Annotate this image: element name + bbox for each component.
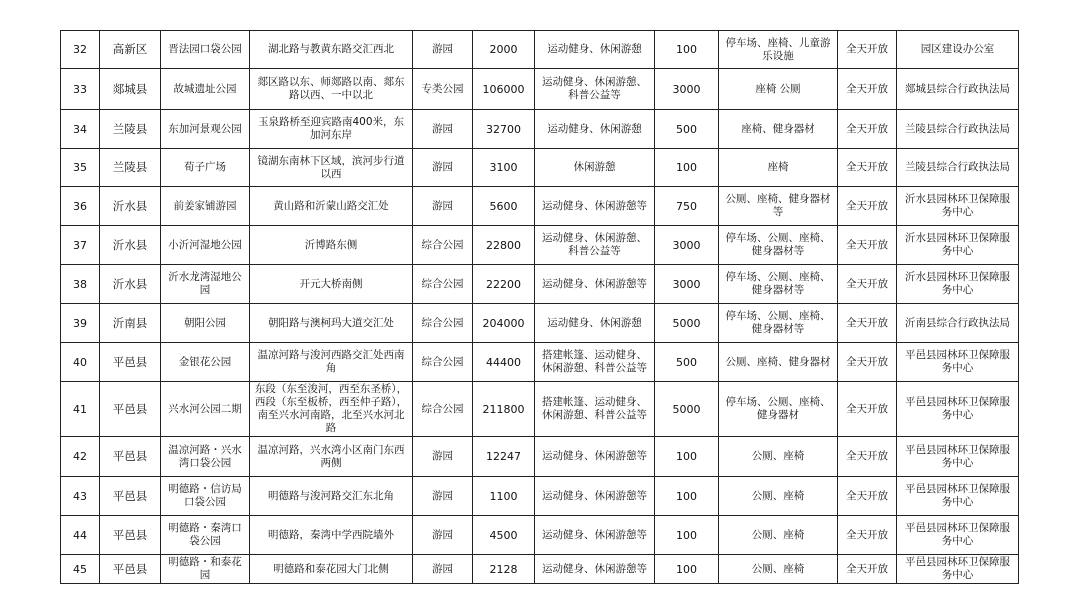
county-name: 平邑县 [100, 382, 161, 437]
table-row [61, 187, 1019, 226]
park-capacity: 500 [655, 343, 719, 382]
park-location: 明德路与浚河路交汇东北角 [250, 477, 413, 516]
county-name: 沂南县 [100, 304, 161, 343]
table-row [61, 226, 1019, 265]
park-facilities: 停车场、公厕、座椅、健身器材 [719, 382, 838, 437]
row-number: 41 [61, 382, 100, 437]
park-name: 前姜家铺游园 [161, 187, 250, 226]
row-number: 35 [61, 149, 100, 187]
opening-hours: 全天开放 [838, 69, 897, 110]
park-name: 晋法园口袋公园 [161, 31, 250, 69]
park-capacity: 100 [655, 555, 719, 584]
opening-hours: 全天开放 [838, 382, 897, 437]
county-name: 高新区 [100, 31, 161, 69]
park-function: 运动健身、休闲游憩等 [535, 437, 655, 477]
park-name: 明德路・和泰花园 [161, 555, 250, 584]
park-name: 明德路・秦湾口袋公园 [161, 516, 250, 555]
park-area: 32700 [473, 110, 535, 149]
park-function: 休闲游憩 [535, 149, 655, 187]
managing-agency: 平邑县园林环卫保障服务中心 [897, 343, 1019, 382]
park-function: 运动健身、休闲游憩等 [535, 265, 655, 304]
park-function: 运动健身、休闲游憩等 [535, 555, 655, 584]
managing-agency: 沂南县综合行政执法局 [897, 304, 1019, 343]
park-facilities: 停车场、座椅、儿童游乐设施 [719, 31, 838, 69]
park-capacity: 5000 [655, 382, 719, 437]
opening-hours: 全天开放 [838, 437, 897, 477]
county-name: 平邑县 [100, 477, 161, 516]
table-row [61, 31, 1019, 69]
table-row [61, 265, 1019, 304]
park-type: 综合公园 [413, 265, 473, 304]
park-area: 12247 [473, 437, 535, 477]
park-area: 211800 [473, 382, 535, 437]
managing-agency: 郯城县综合行政执法局 [897, 69, 1019, 110]
park-area: 22800 [473, 226, 535, 265]
park-facilities: 公厕、座椅 [719, 437, 838, 477]
managing-agency: 沂水县园林环卫保障服务中心 [897, 187, 1019, 226]
park-capacity: 3000 [655, 226, 719, 265]
park-function: 运动健身、休闲游憩等 [535, 516, 655, 555]
park-capacity: 100 [655, 437, 719, 477]
park-function: 运动健身、休闲游憩等 [535, 187, 655, 226]
opening-hours: 全天开放 [838, 343, 897, 382]
park-facilities: 座椅 [719, 149, 838, 187]
park-facilities: 公厕、座椅 [719, 555, 838, 584]
managing-agency: 园区建设办公室 [897, 31, 1019, 69]
managing-agency: 兰陵县综合行政执法局 [897, 110, 1019, 149]
park-location: 玉泉路桥至迎宾路南400米，东加河东岸 [250, 110, 413, 149]
park-function: 运动健身、休闲游憩、科普公益等 [535, 226, 655, 265]
park-function: 搭建帐篷、运动健身、休闲游憩、科普公益等 [535, 382, 655, 437]
row-number: 34 [61, 110, 100, 149]
county-name: 沂水县 [100, 187, 161, 226]
county-name: 平邑县 [100, 437, 161, 477]
opening-hours: 全天开放 [838, 265, 897, 304]
park-name: 荀子广场 [161, 149, 250, 187]
park-area: 44400 [473, 343, 535, 382]
county-name: 郯城县 [100, 69, 161, 110]
park-location: 镜湖东南林下区域，滨河步行道以西 [250, 149, 413, 187]
managing-agency: 沂水县园林环卫保障服务中心 [897, 265, 1019, 304]
managing-agency: 平邑县园林环卫保障服务中心 [897, 555, 1019, 584]
opening-hours: 全天开放 [838, 304, 897, 343]
managing-agency: 兰陵县综合行政执法局 [897, 149, 1019, 187]
park-area: 3100 [473, 149, 535, 187]
row-number: 32 [61, 31, 100, 69]
park-type: 游园 [413, 477, 473, 516]
park-name: 小沂河湿地公园 [161, 226, 250, 265]
park-type: 综合公园 [413, 343, 473, 382]
park-type: 综合公园 [413, 304, 473, 343]
park-location: 温凉河路与浚河西路交汇处西南角 [250, 343, 413, 382]
opening-hours: 全天开放 [838, 226, 897, 265]
row-number: 44 [61, 516, 100, 555]
park-area: 1100 [473, 477, 535, 516]
opening-hours: 全天开放 [838, 149, 897, 187]
table-row [61, 382, 1019, 437]
county-name: 兰陵县 [100, 110, 161, 149]
row-number: 36 [61, 187, 100, 226]
park-capacity: 500 [655, 110, 719, 149]
county-name: 平邑县 [100, 555, 161, 584]
park-name: 故城遗址公园 [161, 69, 250, 110]
row-number: 33 [61, 69, 100, 110]
row-number: 43 [61, 477, 100, 516]
opening-hours: 全天开放 [838, 110, 897, 149]
park-function: 运动健身、休闲游憩等 [535, 477, 655, 516]
park-name: 明德路・信访局口袋公园 [161, 477, 250, 516]
park-location: 温凉河路，兴水湾小区南门东西两侧 [250, 437, 413, 477]
park-capacity: 100 [655, 516, 719, 555]
park-function: 搭建帐篷、运动健身、休闲游憩、科普公益等 [535, 343, 655, 382]
table-row [61, 555, 1019, 584]
park-function: 运动健身、休闲游憩 [535, 110, 655, 149]
park-name: 温凉河路・兴水湾口袋公园 [161, 437, 250, 477]
park-area: 204000 [473, 304, 535, 343]
county-name: 平邑县 [100, 343, 161, 382]
park-location: 朝阳路与澳柯玛大道交汇处 [250, 304, 413, 343]
park-name: 东加河景观公园 [161, 110, 250, 149]
park-type: 游园 [413, 31, 473, 69]
park-facilities: 座椅、健身器材 [719, 110, 838, 149]
park-name: 沂水龙湾湿地公园 [161, 265, 250, 304]
park-function: 运动健身、休闲游憩、科普公益等 [535, 69, 655, 110]
park-location: 明德路和泰花园大门北侧 [250, 555, 413, 584]
park-facilities: 停车场、公厕、座椅、健身器材等 [719, 265, 838, 304]
park-area: 2000 [473, 31, 535, 69]
county-name: 兰陵县 [100, 149, 161, 187]
park-facilities: 停车场、公厕、座椅、健身器材等 [719, 226, 838, 265]
opening-hours: 全天开放 [838, 516, 897, 555]
row-number: 40 [61, 343, 100, 382]
row-number: 42 [61, 437, 100, 477]
managing-agency: 平邑县园林环卫保障服务中心 [897, 516, 1019, 555]
park-type: 游园 [413, 187, 473, 226]
parks-table [60, 30, 1019, 584]
table-row [61, 304, 1019, 343]
park-area: 4500 [473, 516, 535, 555]
table-row [61, 516, 1019, 555]
county-name: 沂水县 [100, 265, 161, 304]
park-name: 兴水河公园二期 [161, 382, 250, 437]
park-name: 金银花公园 [161, 343, 250, 382]
park-facilities: 公厕、座椅 [719, 477, 838, 516]
county-name: 平邑县 [100, 516, 161, 555]
opening-hours: 全天开放 [838, 555, 897, 584]
managing-agency: 平邑县园林环卫保障服务中心 [897, 382, 1019, 437]
park-function: 运动健身、休闲游憩 [535, 31, 655, 69]
park-location: 郯区路以东、师郯路以南、郯东路以西、一中以北 [250, 69, 413, 110]
park-location: 湖北路与教黄东路交汇西北 [250, 31, 413, 69]
park-type: 专类公园 [413, 69, 473, 110]
park-capacity: 750 [655, 187, 719, 226]
park-facilities: 停车场、公厕、座椅、健身器材等 [719, 304, 838, 343]
park-location: 东段（东至浚河，西至东圣桥），西段（东至板桥，西至仲子路），南至兴水河南路，北至兴水河北路 [250, 382, 413, 437]
park-location: 黄山路和沂蒙山路交汇处 [250, 187, 413, 226]
park-type: 游园 [413, 555, 473, 584]
managing-agency: 平邑县园林环卫保障服务中心 [897, 437, 1019, 477]
table-row [61, 69, 1019, 110]
park-area: 106000 [473, 69, 535, 110]
row-number: 39 [61, 304, 100, 343]
park-facilities: 公厕、座椅、健身器材 [719, 343, 838, 382]
park-type: 游园 [413, 437, 473, 477]
row-number: 37 [61, 226, 100, 265]
managing-agency: 平邑县园林环卫保障服务中心 [897, 477, 1019, 516]
park-capacity: 3000 [655, 265, 719, 304]
table-row [61, 477, 1019, 516]
managing-agency: 沂水县园林环卫保障服务中心 [897, 226, 1019, 265]
park-type: 游园 [413, 110, 473, 149]
park-area: 22200 [473, 265, 535, 304]
park-area: 2128 [473, 555, 535, 584]
park-capacity: 100 [655, 31, 719, 69]
county-name: 沂水县 [100, 226, 161, 265]
park-name: 朝阳公园 [161, 304, 250, 343]
park-location: 沂博路东侧 [250, 226, 413, 265]
table-row [61, 343, 1019, 382]
table-row [61, 110, 1019, 149]
park-area: 5600 [473, 187, 535, 226]
park-facilities: 公厕、座椅、健身器材等 [719, 187, 838, 226]
park-function: 运动健身、休闲游憩 [535, 304, 655, 343]
opening-hours: 全天开放 [838, 187, 897, 226]
park-facilities: 座椅 公厕 [719, 69, 838, 110]
park-type: 综合公园 [413, 226, 473, 265]
table-row [61, 149, 1019, 187]
opening-hours: 全天开放 [838, 31, 897, 69]
opening-hours: 全天开放 [838, 477, 897, 516]
park-facilities: 公厕、座椅 [719, 516, 838, 555]
park-type: 综合公园 [413, 382, 473, 437]
row-number: 45 [61, 555, 100, 584]
park-location: 开元大桥南侧 [250, 265, 413, 304]
table-row [61, 437, 1019, 477]
park-capacity: 3000 [655, 69, 719, 110]
row-number: 38 [61, 265, 100, 304]
park-type: 游园 [413, 516, 473, 555]
park-capacity: 5000 [655, 304, 719, 343]
park-capacity: 100 [655, 477, 719, 516]
park-location: 明德路，秦湾中学西院墙外 [250, 516, 413, 555]
park-capacity: 100 [655, 149, 719, 187]
park-type: 游园 [413, 149, 473, 187]
